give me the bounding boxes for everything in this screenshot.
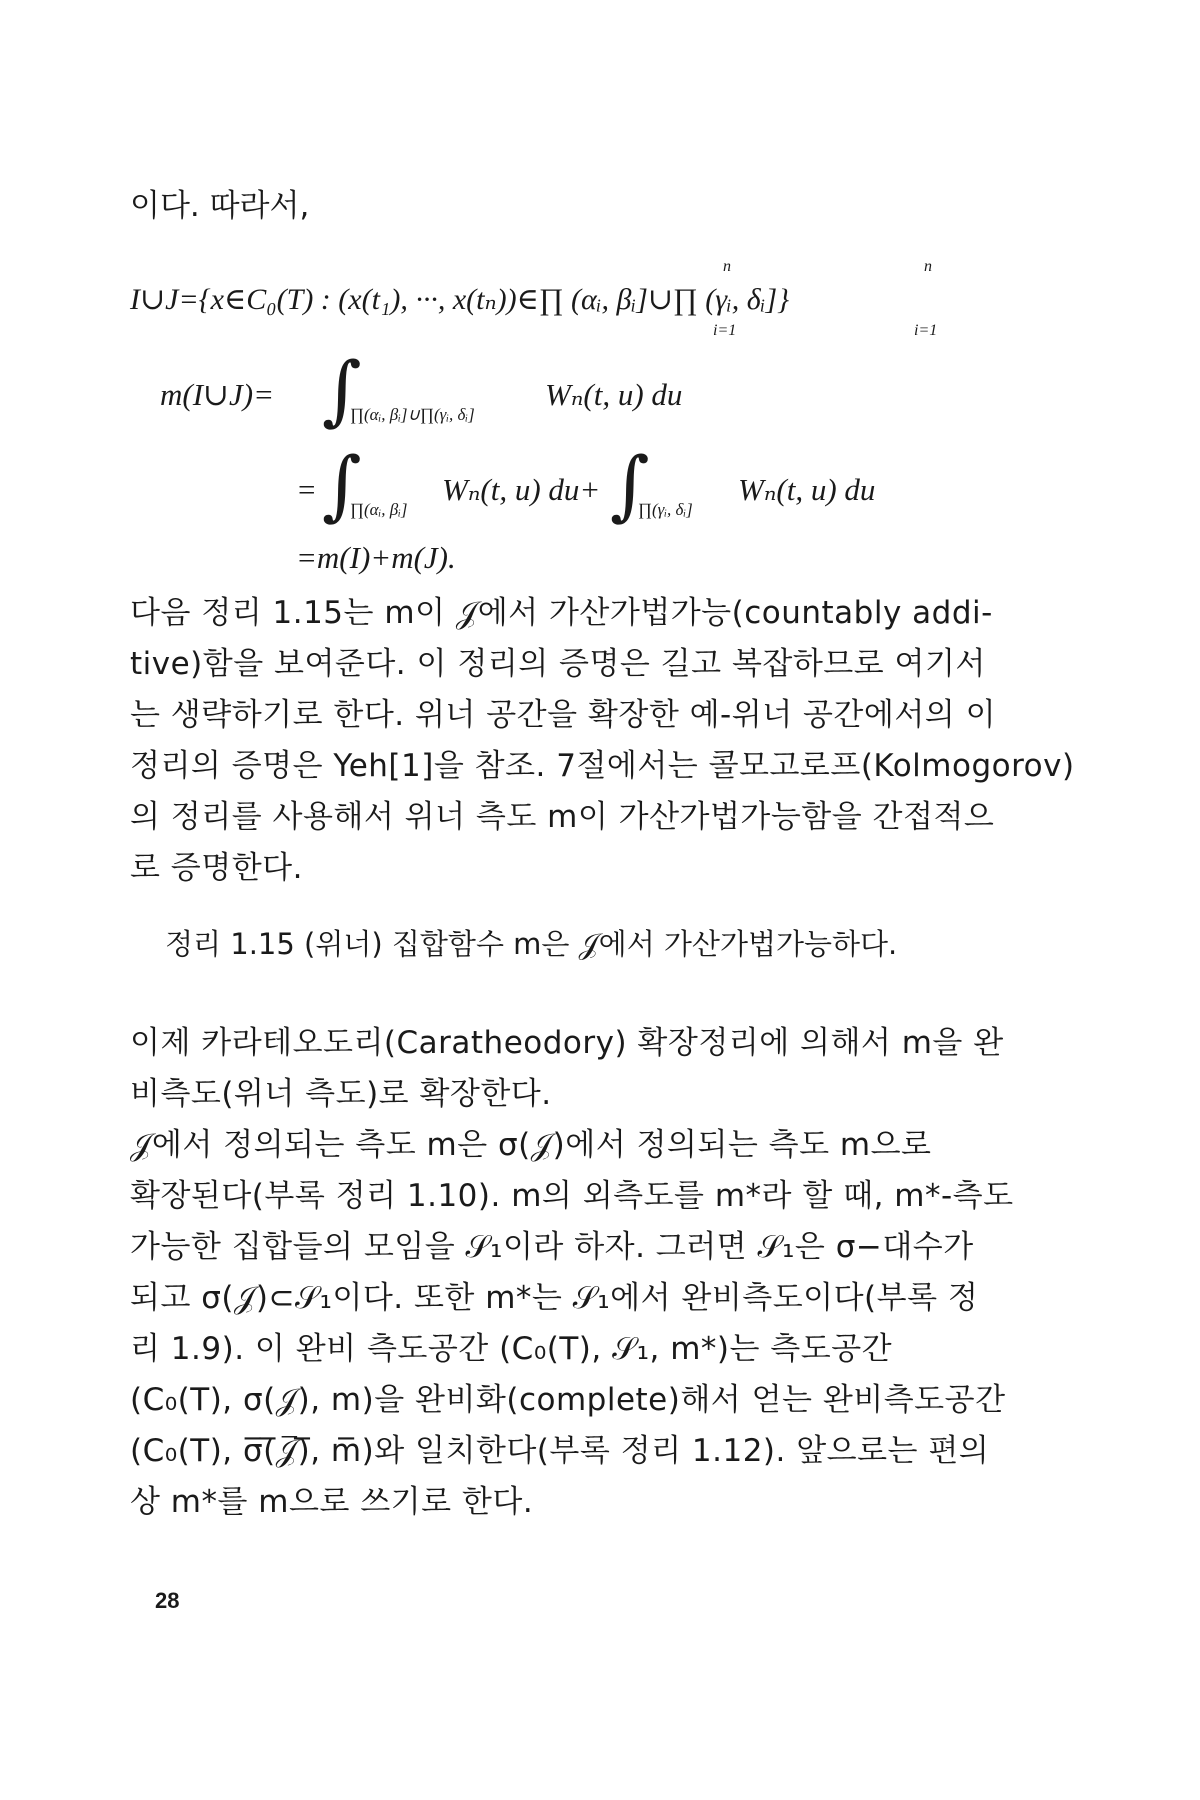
integrand: Wₙ(t, u) du+ (442, 472, 601, 507)
product-upper-limit: n (924, 258, 932, 275)
text-line: 상 m*를 m으로 쓰기로 한다. (130, 1484, 534, 1520)
product-lower-limit: i=1 (914, 322, 938, 339)
text-line: 비측도(위너 측도)로 확장한다. (130, 1076, 552, 1112)
page-number: 28 (155, 1588, 180, 1613)
text-line: 는 생략하기로 한다. 위너 공간을 확장한 예-위너 공간에서의 이 (130, 697, 997, 733)
integrand: Wₙ(t, u) du (738, 472, 876, 507)
product-upper-limit: n (723, 258, 731, 275)
text-line: 다음 정리 1.15는 m이 𝒥에서 가산가법가능(countably addi- (130, 595, 993, 631)
integral-domain: ∏(αᵢ, βᵢ]∪∏(γᵢ, δᵢ] (350, 405, 475, 424)
integrand: Wₙ(t, u) du (545, 377, 683, 412)
text-line: (C₀(T), σ̅(̅𝒥̅)̅, m̅)와 일치한다(부록 정리 1.12). 앞으로는 편의 (130, 1433, 990, 1469)
text-line: tive)함을 보여준다. 이 정리의 증명은 길고 복잡하므로 여기서 (130, 646, 986, 682)
union-definition-equation: I∪J={x∈C₀(T) : (x(t₁), ···, x(tₙ))∈∏ (αᵢ, βᵢ]∪∏ (γᵢ, δᵢ]} (130, 283, 790, 316)
intro-line: 이다. 따라서, (130, 188, 310, 224)
integral-sign: ∫ (610, 440, 650, 529)
theorem-statement: 정리 1.15 (위너) 집합함수 m은 𝒥에서 가산가법가능하다. (165, 927, 898, 961)
paragraph-caratheodory (130, 1018, 1070, 1120)
text-line: 로 증명한다. (130, 850, 303, 886)
integral-domain: ∏(γᵢ, δᵢ] (638, 500, 693, 519)
text-line: 가능한 집합들의 모임을 𝒮₁이라 하자. 그러면 𝒮₁은 σ−대수가 (130, 1229, 974, 1265)
text-line: 정리의 증명은 Yeh[1]을 참조. 7절에서는 콜모고로프(Kolmogorov) (130, 748, 1075, 784)
integral-domain: ∏(αᵢ, βᵢ] (350, 500, 408, 519)
text-line: (C₀(T), σ(𝒥), m)을 완비화(complete)해서 얻는 완비측도공간 (130, 1382, 1006, 1418)
text-line: 의 정리를 사용해서 위너 측도 m이 가산가법가능함을 간접적으 (130, 799, 995, 835)
paragraph-completion (130, 1120, 1070, 1528)
integral-sign: ∫ (322, 345, 362, 434)
measure-union-lhs: m(I∪J)= (160, 377, 275, 412)
product-lower-limit: i=1 (713, 322, 737, 339)
equals-sign: = (296, 472, 317, 507)
text-line: 되고 σ(𝒥)⊂𝒮₁이다. 또한 m*는 𝒮₁에서 완비측도이다(부록 정 (130, 1280, 979, 1316)
text-line: 이제 카라테오도리(Caratheodory) 확장정리에 의해서 m을 완 (130, 1025, 1004, 1061)
paragraph-countable-additivity (130, 588, 1075, 894)
text-line: 확장된다(부록 정리 1.10). m의 외측도를 m*라 할 때, m*-측도 (130, 1178, 1014, 1214)
text-line: 𝒥에서 정의되는 측도 m은 σ(𝒥)에서 정의되는 측도 m으로 (130, 1127, 932, 1163)
text-line: 리 1.9). 이 완비 측도공간 (C₀(T), 𝒮₁, m*)는 측도공간 (130, 1331, 893, 1367)
final-equality: =m(I)+m(J). (296, 540, 456, 575)
integral-sign: ∫ (322, 440, 362, 529)
